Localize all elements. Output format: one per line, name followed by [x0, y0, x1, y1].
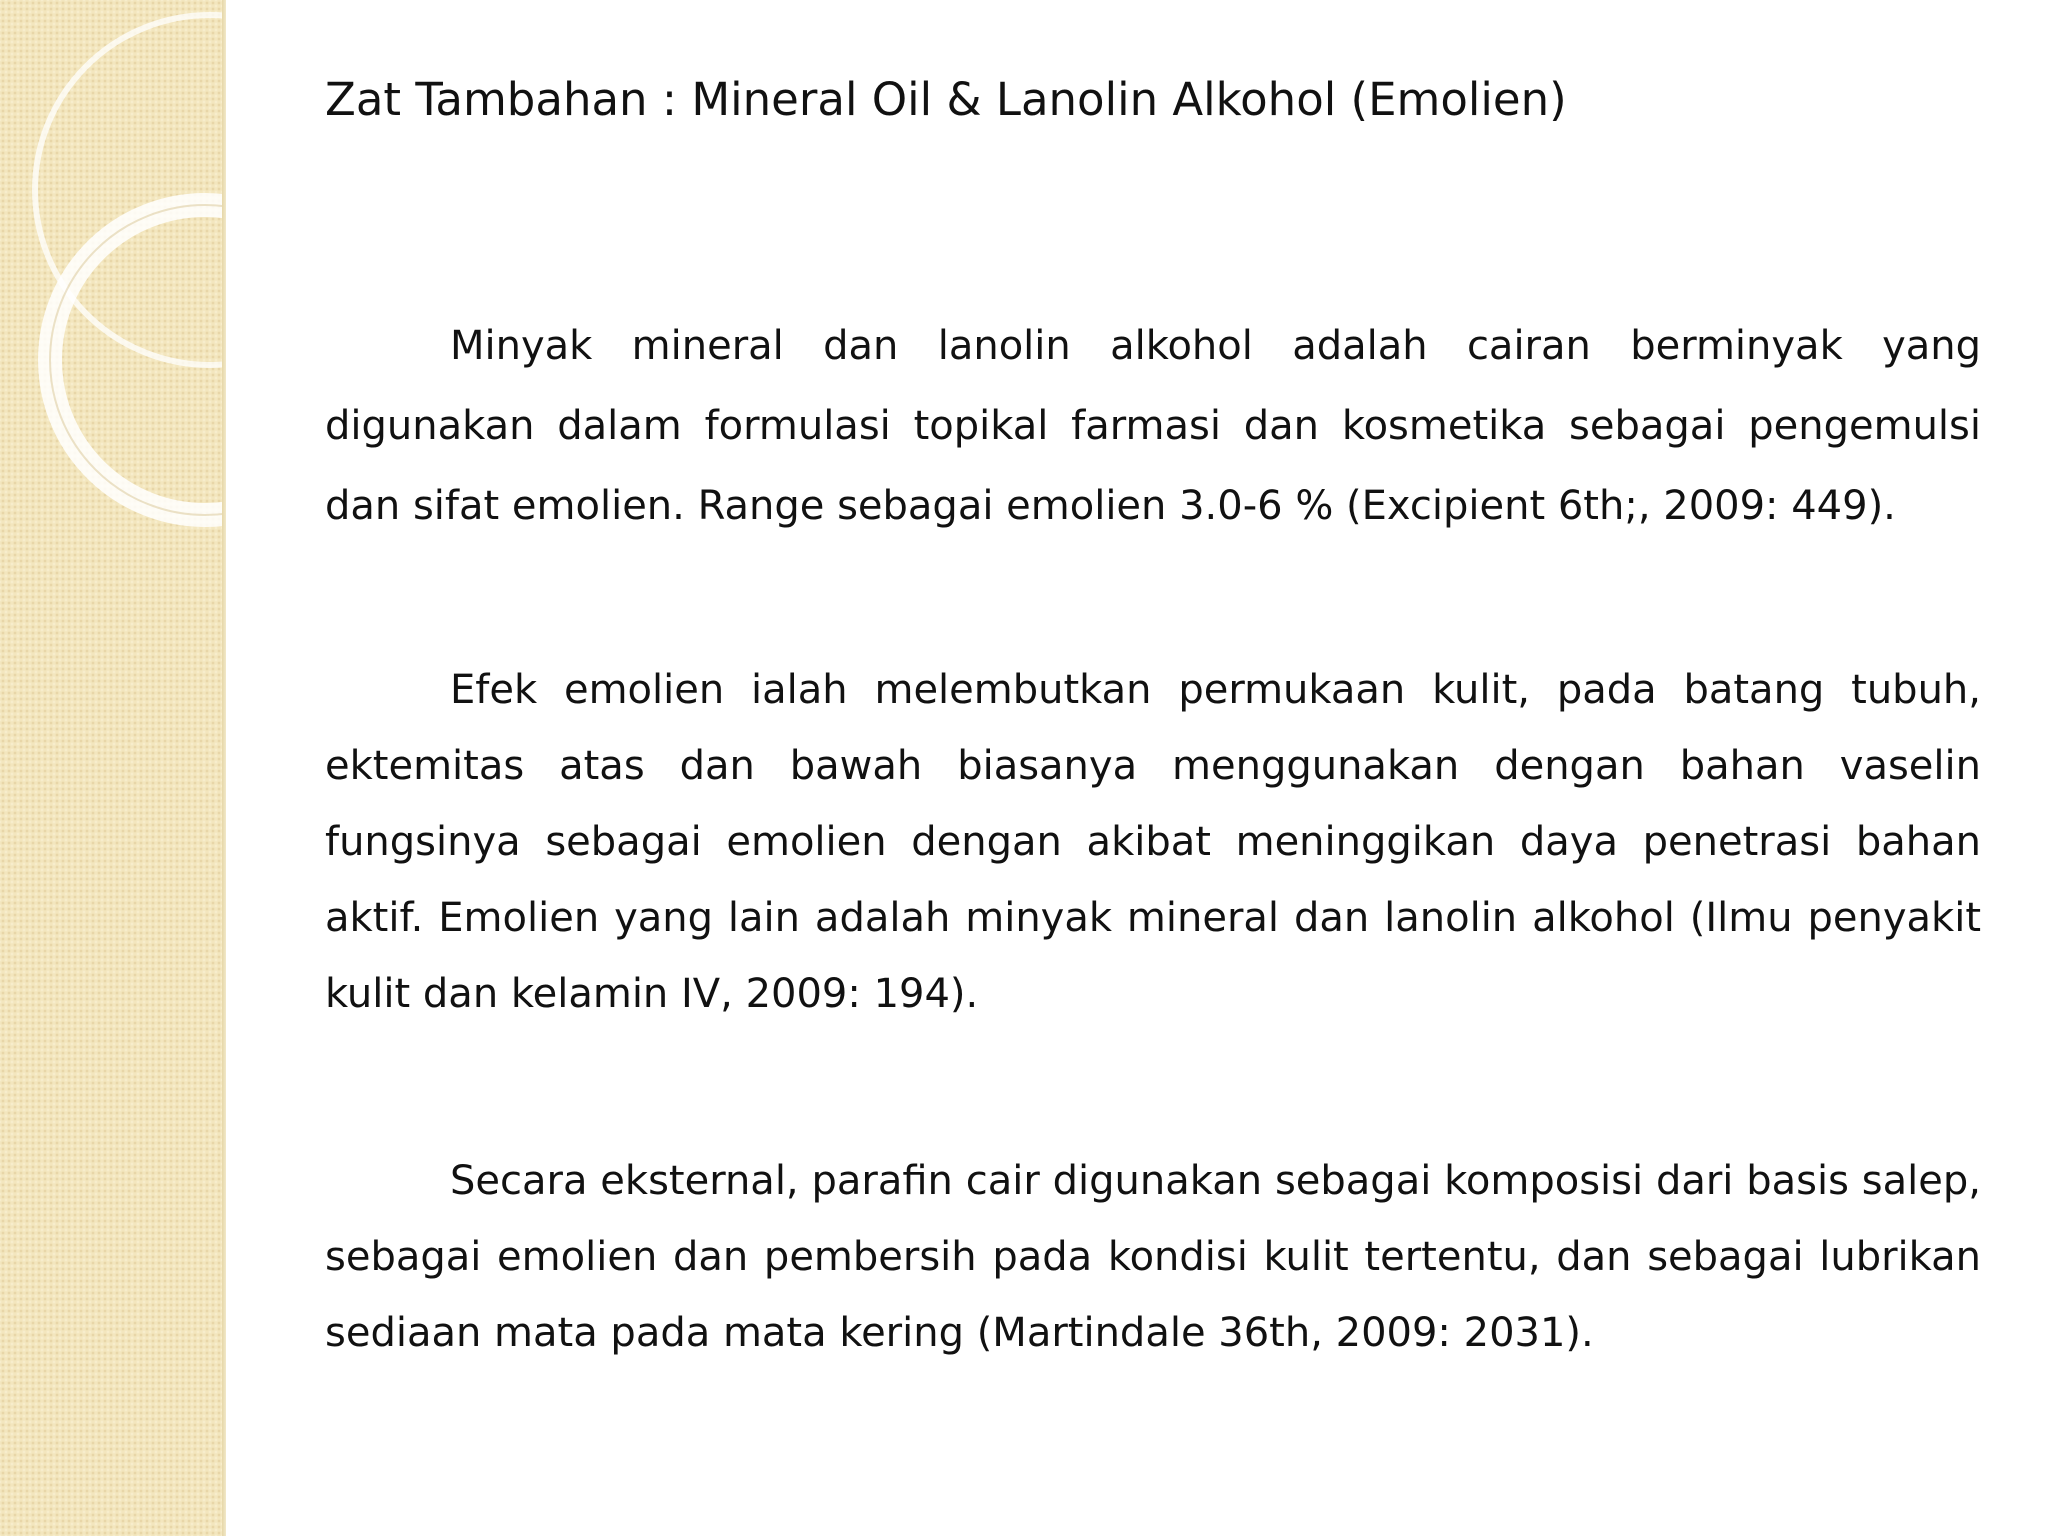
slide-title: Zat Tambahan : Mineral Oil & Lanolin Alkohol (Emolien): [325, 73, 1567, 126]
decorative-ring-shadow: [50, 205, 226, 515]
paragraph-emolien-effect: Efek emolien ialah melembutkan permukaan kulit, pada batang tubuh, ektemitas atas dan bawah biasanya menggunakan dengan bahan vaselin fungsinya sebagai emolien dengan akibat meninggikan daya penetrasi bahan aktif. Emolien yang lain adalah minyak mineral dan lanolin alkohol (Ilmu penyakit kulit dan kelamin IV, 2009: 194).: [325, 667, 1981, 1017]
decorative-sidebar: [0, 0, 226, 1536]
decorative-ring-thick: [50, 205, 226, 515]
decorative-rings: [0, 0, 226, 1536]
sidebar-edge: [222, 0, 226, 1536]
paragraph-parafin: Secara eksternal, parafin cair digunakan sebagai komposisi dari basis salep, sebagai emolien dan pembersih pada kondisi kulit tertentu, dan sebagai lubrikan sediaan mata pada mata kering (Martindale 36th, 2009: 2031).: [325, 1158, 1981, 1356]
paragraph-mineral-oil: Minyak mineral dan lanolin alkohol adalah cairan berminyak yang digunakan dalam formulasi topikal farmasi dan kosmetika sebagai pengemulsi dan sifat emolien. Range sebagai emolien 3.0-6 % (Excipient 6th;, 2009: 449).: [325, 323, 1981, 529]
